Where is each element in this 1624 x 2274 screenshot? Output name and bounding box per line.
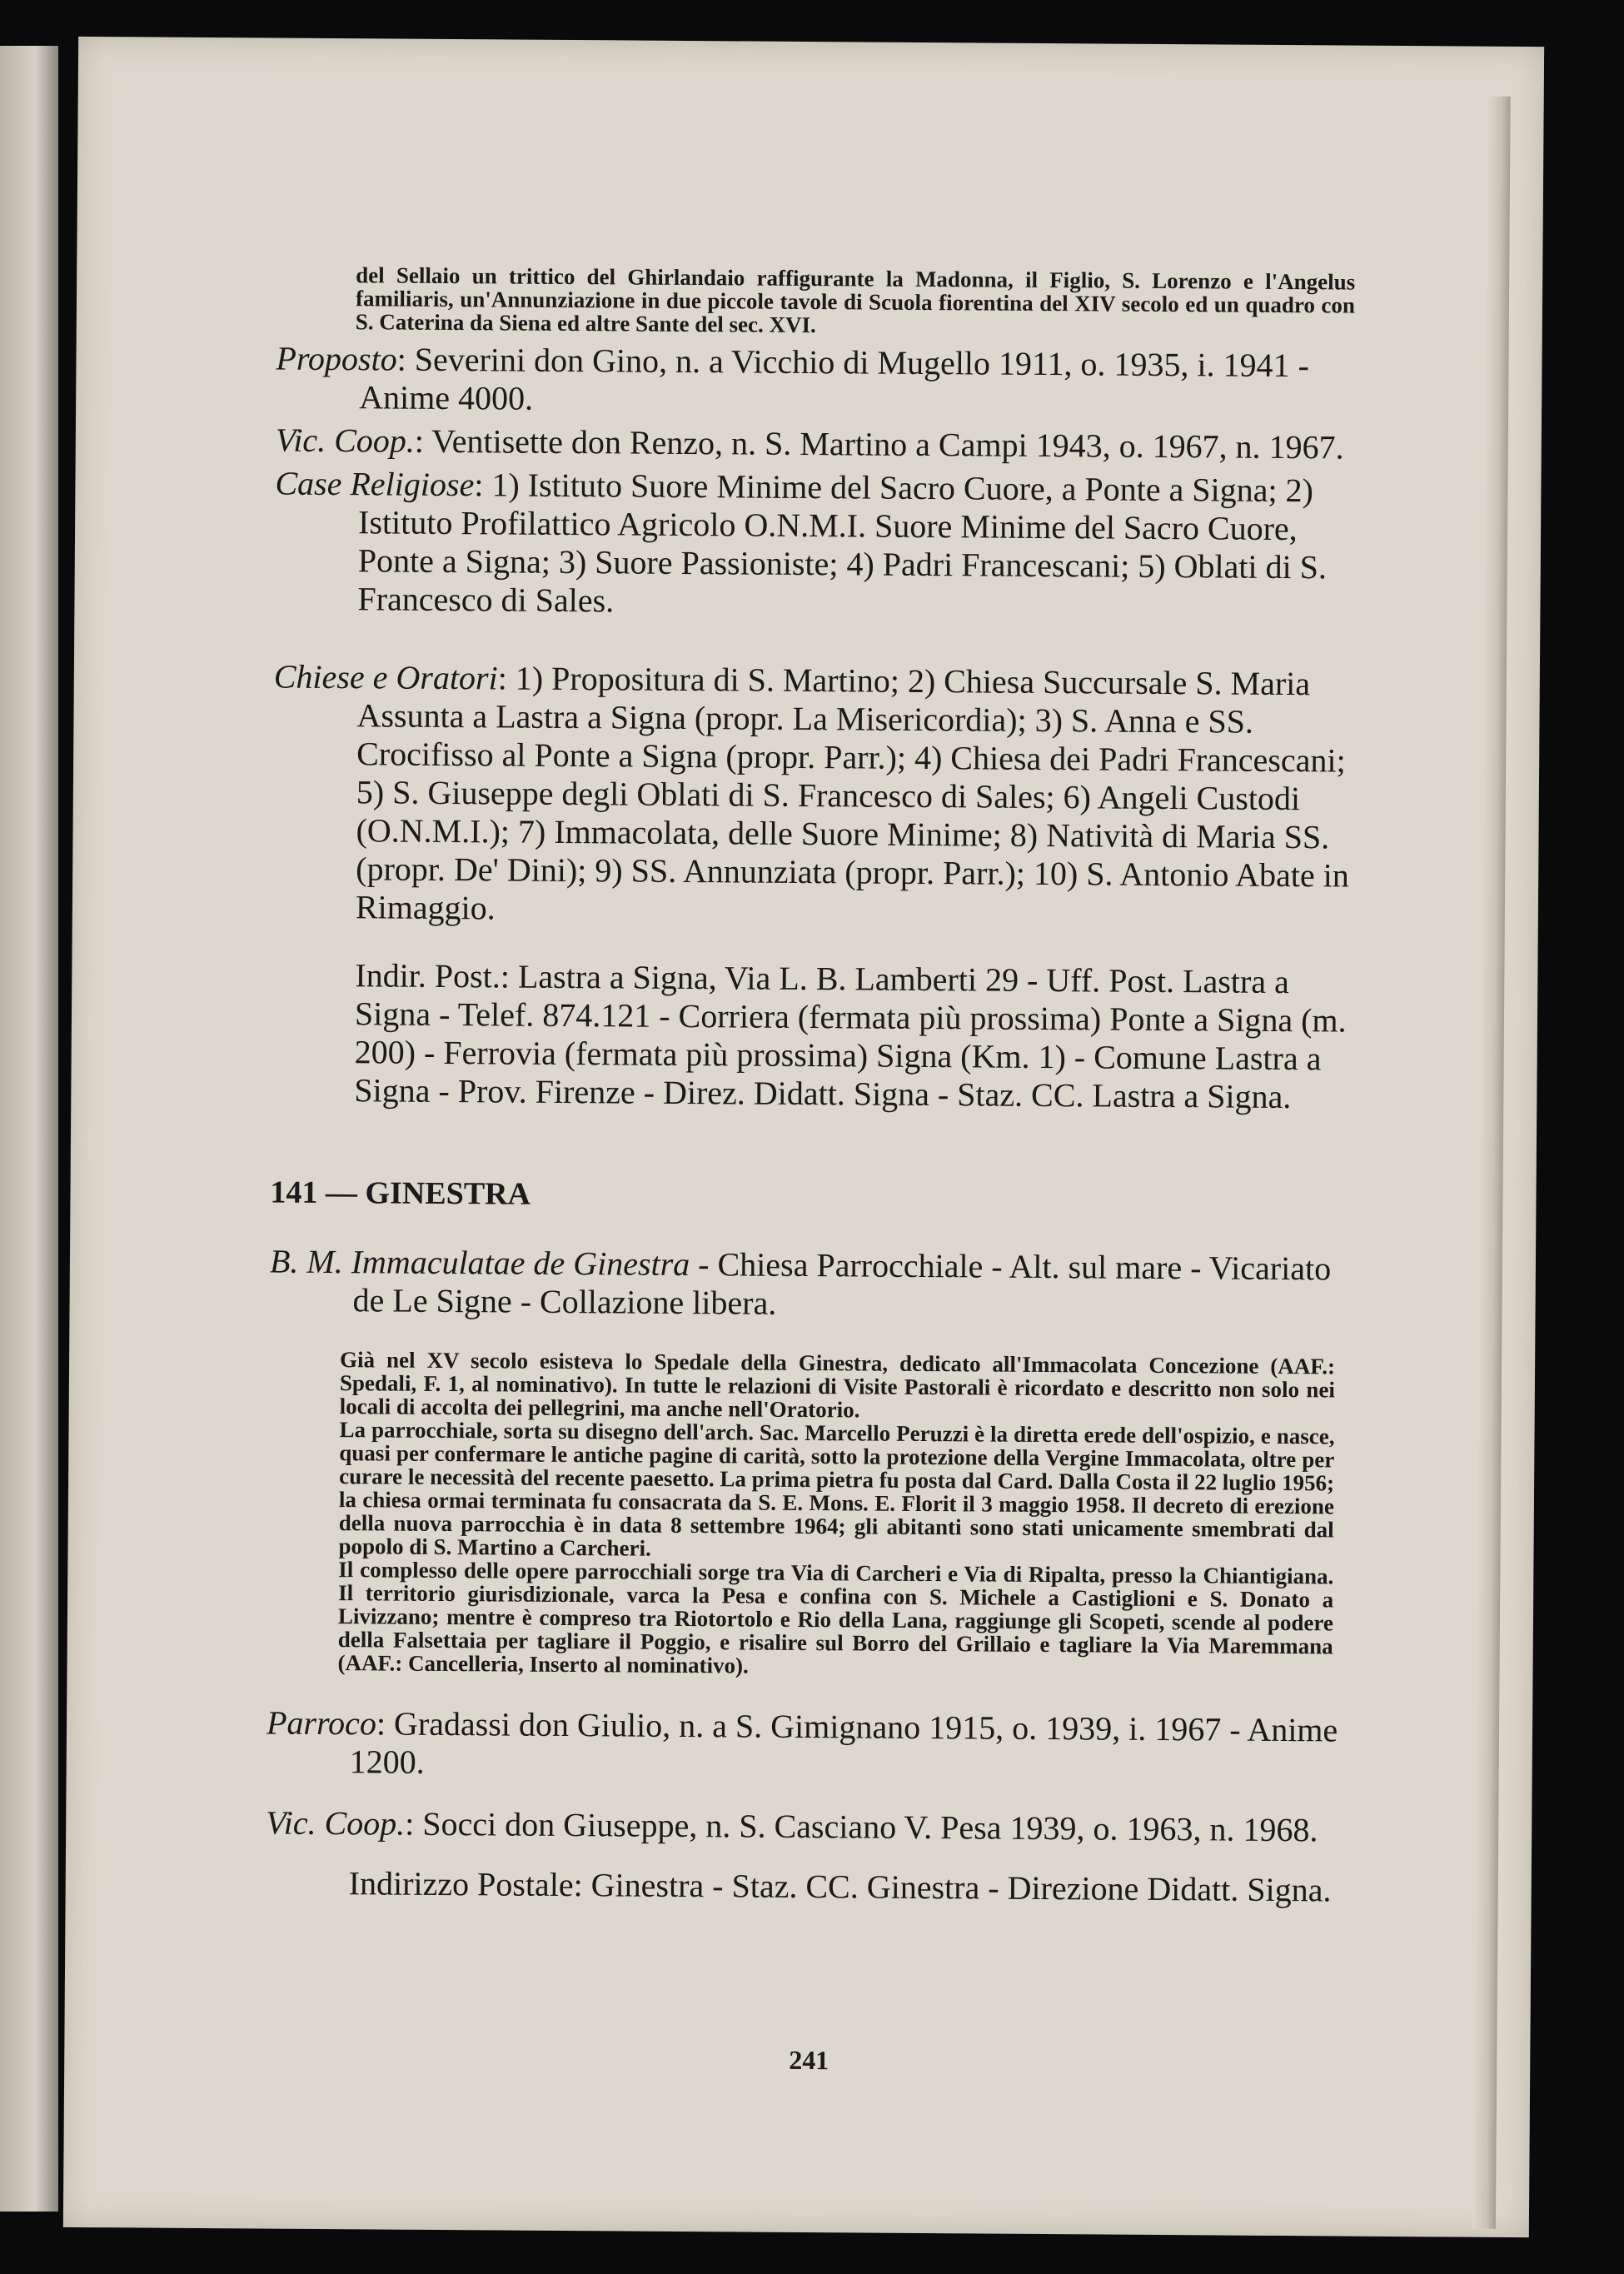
chiese-oratori-entry [272,658,1357,934]
proposto-label: Proposto [276,339,397,378]
case-religiose-label: Case Religiose [275,464,475,504]
chiese-oratori-text: : 1) Propositura di S. Martino; 2) Chiesa Succursale S. Maria Assunta a Lastra a Signa (propr. La Misericordia); 3) S. Anna e SS. Crocifisso al Ponte a Signa (propr. Parr.); 4) Chiesa dei Padri Francescani; 5) S. Giuseppe degli Oblati di S. Francesco di Sales; 6) Angeli Custodi (O.N.M.I.); 7) Immacolata, delle Suore Minime; 8) Natività di Maria SS. (propr. De' Dini); 9) SS. Annunziata (propr. Parr.); 10) S. Antonio Abate in Rimaggio. [355,659,1350,927]
ginestra-intro [269,1243,1353,1327]
parroco-label: Parroco [266,1703,377,1743]
ginestra-note-3: Il complesso delle opere parrocchiali sorge tra Via di Carcheri e Via di Ripalta, presso la Chiantigiana. Il territorio giurisdizionale, varca la Pesa e confina con S. Michele a Castiglioni e S. Donato a Livizzano; mentre è compreso tra Riotortolo e Rio della Lana, raggiunge gli Scopeti, scende al podere della Falsettaia per tagliare il Poggio, e risalire sul Borro del Grillaio e tagliare la Via Maremmana (AAF.: Cancelleria, Inserto al nominativo). [337,1557,1334,1678]
chiese-oratori-label: Chiese e Oratori [273,657,498,697]
indir-post: Indir. Post.: Lastra a Signa, Via L. B. Lamberti 29 - Uff. Post. Lastra a Signa - Telef. 874.121 - Corriera (fermata più prossima) Ponte a Signa (m. 200) - Ferrovia (fermata più prossima) Signa (Km. 1) - Comune Lastra a Signa - Prov. Firenze - Direz. Didatt. Signa - Staz. CC. Lastra a Signa. [354,956,1347,1116]
proposto-text: : Severini don Gino, n. a Vicchio di Mugello 1911, o. 1935, i. 1941 - Anime 4000. [359,340,1310,417]
book-page [63,37,1544,2237]
ginestra-intro-text: - Chiesa Parrocchiale - Alt. sul mare - Vicariato de Le Signe - Collazione libera. [352,1245,1332,1322]
vic-coop-label-1: Vic. Coop. [275,421,415,460]
indirizzo-postale: Indirizzo Postale: Ginestra - Staz. CC. Ginestra - Direzione Didatt. Signa. [348,1864,1332,1909]
vic-coop-entry-2 [266,1804,1348,1850]
ginestra-intro-label: B. M. Immaculatae de Ginestra [269,1242,690,1284]
section-heading: 141 — GINESTRA [270,1174,531,1212]
vic-coop-entry-1 [276,421,1358,467]
ginestra-notes [267,1348,1352,1682]
proposto-entry [276,340,1359,424]
case-religiose-entry [274,465,1357,626]
ginestra-note-2: La parrocchiale, sorta su disegno dell'arch. Sac. Marcello Peruzzi è la diretta erede dell'ospizio, e nasce, quasi per confermare le antiche pagine di carità, sotto la protezione della Vergine Immacolata, oltre per curare le necessità del recente paesetto. La prima pietra fu posta dal Card. Dalla Costa il 22 luglio 1956; la chiesa ormai terminata fu consacrata da S. E. Mons. E. Florit il 3 maggio 1958. Il decreto di erezione della nuova parrocchia è in data 8 settembre 1964; gli abitanti sono stati unicamente smembrati dal popolo di S. Martino a Carcheri. [338,1417,1335,1561]
vic-coop-text-2: : Socci don Giuseppe, n. S. Casciano V. Pesa 1939, o. 1963, n. 1968. [405,1804,1318,1849]
adjacent-page-edge [0,46,58,2212]
vic-coop-text-1: : Ventisette don Renzo, n. S. Martino a Campi 1943, o. 1967, n. 1967. [414,421,1344,466]
page-content [266,263,1360,1910]
parroco-entry [267,1704,1350,1788]
page-number: 241 [789,2044,829,2076]
page-edge [1472,97,1511,2229]
vic-coop-label-2: Vic. Coop. [266,1803,406,1843]
top-note: del Sellaio un trittico del Ghirlandaio raffigurante la Madonna, il Figlio, S. Lorenzo e l'Angelus familiaris, un'Annunziazione in due piccole tavole di Scuola fiorentina del XIV secolo ed un quadro con S. Caterina da Siena ed altre Sante del sec. XVI. [355,262,1356,338]
parroco-text: : Gradassi don Giulio, n. a S. Gimignano 1915, o. 1939, i. 1967 - Anime 1200. [349,1704,1338,1781]
ginestra-note-1: Già nel XV secolo esisteva lo Spedale della Ginestra, dedicato all'Immacolata Concezione (AAF.: Spedali, F. 1, al nominativo). In tutte le relazioni di Visite Pastorali è ricordato e descritto non solo nei locali di accolta dei pellegrini, ma anche nell'Oratorio. [339,1347,1336,1423]
case-religiose-text: : 1) Istituto Suore Minime del Sacro Cuore, a Ponte a Signa; 2) Istituto Profilattico Agricolo O.N.M.I. Suore Minime del Sacro Cuore, Ponte a Signa; 3) Suore Passioniste; 4) Padri Francescani; 5) Oblati di S. Francesco di Sales. [357,466,1328,620]
